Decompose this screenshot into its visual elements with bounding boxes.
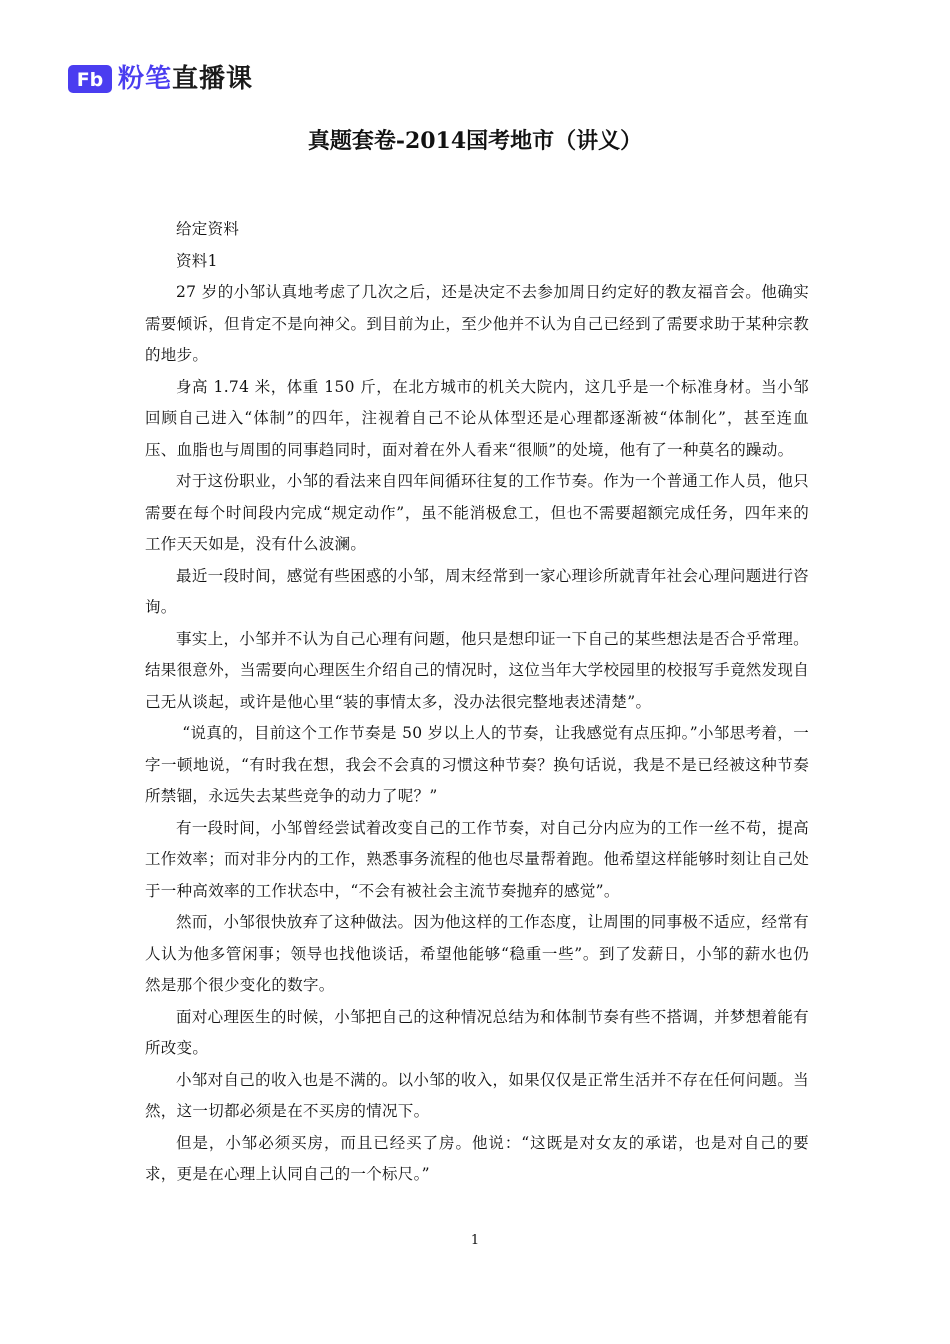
paragraph: 最近一段时间，感觉有些困惑的小邹，周末经常到一家心理诊所就青年社会心理问题进行咨询。: [145, 566, 809, 616]
document-title: 真题套卷-2014国考地市（讲义）: [307, 128, 643, 154]
fb-logo-icon: [68, 65, 112, 93]
material-label: 资料1: [176, 251, 218, 270]
document-body: [145, 214, 809, 1191]
paragraph: 对于这份职业，小邹的看法来自四年间循环往复的工作节奏。作为一个普通工作人员，他只需要在每个时间段内完成“规定动作”，虽不能消极怠工，但也不需要超额完成任务，四年来的工作天天如是，没有什么波澜。: [145, 472, 809, 553]
paragraph: 有一段时间，小邹曾经尝试着改变自己的工作节奏，对自己分内应为的工作一丝不苟，提高工作效率；而对非分内的工作，熟悉事务流程的他也尽量帮着跑。他希望这样能够时刻让自己处于一种高效率的工作状态中，“不会有被社会主流节奏抛弃的感觉”。: [145, 818, 809, 900]
paragraph: 小邹对自己的收入也是不满的。以小邹的收入，如果仅仅是正常生活并不存在任何问题。当然，这一切都必须是在不买房的情况下。: [145, 1070, 809, 1120]
paragraph: 然而，小邹很快放弃了这种做法。因为他这样的工作态度，让周围的同事极不适应，经常有人认为他多管闲事；领导也找他谈话，希望他能够“稳重一些”。到了发薪日，小邹的薪水也仍然是那个很少变化的数字。: [145, 913, 809, 994]
brand-logo: [68, 62, 253, 96]
paragraph: 身高 1.74 米，体重 150 斤，在北方城市的机关大院内，这几乎是一个标准身材。当小邹回顾自己进入“体制”的四年，注视着自己不论从体型还是心理都逐渐被“体制化”，甚至连血压、血脂也与周围的同事趋同时，面对着在外人看来“很顺”的处境，他有了一种莫名的躁动。: [145, 377, 809, 459]
section-label: 给定资料: [176, 220, 240, 238]
logo-brand-text: 粉笔: [118, 64, 173, 94]
page-number: 1: [470, 1233, 480, 1248]
logo-product-text: 直播课: [172, 64, 254, 94]
paragraph: 面对心理医生的时候，小邹把自己的这种情况总结为和体制节奏有些不搭调，并梦想着能有所改变。: [145, 1007, 809, 1057]
paragraph: “说真的，目前这个工作节奏是 50 岁以上人的节奏，让我感觉有点压抑。”小邹思考着，一字一顿地说，“有时我在想，我会不会真的习惯这种节奏？换句话说，我是不是已经被这种节奏所禁锢，永远失去某些竞争的动力了呢？”: [145, 724, 809, 805]
paragraph: 事实上，小邹并不认为自己心理有问题，他只是想印证一下自己的某些想法是否合乎常理。结果很意外，当需要向心理医生介绍自己的情况时，这位当年大学校园里的校报写手竟然发现自己无从谈起，或许是他心里“装的事情太多，没办法很完整地表述清楚”。: [145, 629, 809, 711]
logo-wordmark: [118, 62, 253, 96]
paragraph: 但是，小邹必须买房，而且已经买了房。他说：“这既是对女友的承诺，也是对自己的要求，更是在心理上认同自己的一个标尺。”: [145, 1133, 809, 1183]
paragraph: 27 岁的小邹认真地考虑了几次之后，还是决定不去参加周日约定好的教友福音会。他确实需要倾诉，但肯定不是向神父。到目前为止，至少他并不认为自己已经到了需要求助于某种宗教的地步。: [145, 283, 809, 364]
logo-mark-text: Fb: [76, 69, 104, 91]
